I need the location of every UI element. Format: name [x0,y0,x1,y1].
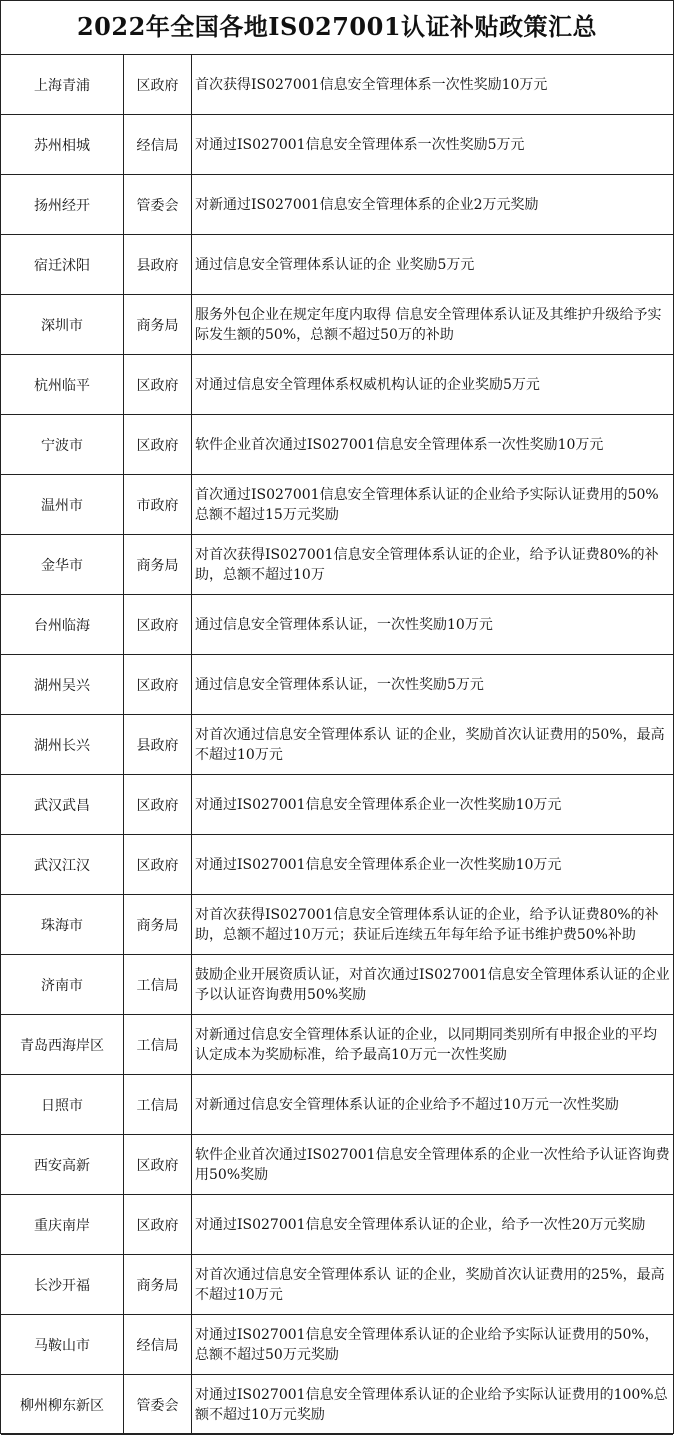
region-cell: 武汉江汉 [1,835,124,895]
policy-cell: 首次通过IS027001信息安全管理体系认证的企业给予实际认证费用的50%总额不超过15万元奖励 [192,475,674,535]
region-cell: 湖州长兴 [1,715,124,775]
department-cell: 区政府 [124,775,192,835]
department-cell: 工信局 [124,1015,192,1075]
department-cell: 工信局 [124,1075,192,1135]
department-cell: 县政府 [124,715,192,775]
department-cell: 区政府 [124,655,192,715]
department-cell: 区政府 [124,415,192,475]
table-row [1,595,673,655]
department-cell: 市政府 [124,475,192,535]
policy-cell: 软件企业首次通过IS027001信息安全管理体系一次性奖励10万元 [192,415,674,475]
region-cell: 湖州吴兴 [1,655,124,715]
region-cell: 金华市 [1,535,124,595]
policy-cell: 对通过信息安全管理体系权威机构认证的企业奖励5万元 [192,355,674,415]
policy-table-body [1,55,673,1435]
region-cell: 宿迁沭阳 [1,235,124,295]
policy-cell: 对通过IS027001信息安全管理体系企业一次性奖励10万元 [192,775,674,835]
policy-cell: 对首次获得IS027001信息安全管理体系认证的企业，给予认证费80%的补助，总额不超过10万元；获证后连续五年每年给予证书维护费50%补助 [192,895,674,955]
region-cell: 台州临海 [1,595,124,655]
department-cell: 区政府 [124,55,192,115]
department-cell: 商务局 [124,535,192,595]
policy-cell: 对通过IS027001信息安全管理体系一次性奖励5万元 [192,115,674,175]
department-cell: 县政府 [124,235,192,295]
table-row [1,175,673,235]
region-cell: 济南市 [1,955,124,1015]
region-cell: 上海青浦 [1,55,124,115]
region-cell: 扬州经开 [1,175,124,235]
policy-cell: 通过信息安全管理体系认证，一次性奖励5万元 [192,655,674,715]
policy-cell: 对通过IS027001信息安全管理体系认证的企业，给予一次性20万元奖励 [192,1195,674,1255]
table-row [1,955,673,1015]
policy-cell: 对通过IS027001信息安全管理体系企业一次性奖励10万元 [192,835,674,895]
department-cell: 商务局 [124,895,192,955]
table-row [1,715,673,775]
region-cell: 青岛西海岸区 [1,1015,124,1075]
table-row [1,895,673,955]
policy-cell: 对通过IS027001信息安全管理体系认证的企业给予实际认证费用的50%，总额不超过50万元奖励 [192,1315,674,1375]
policy-cell: 通过信息安全管理体系认证的企 业奖励5万元 [192,235,674,295]
region-cell: 马鞍山市 [1,1315,124,1375]
region-cell: 柳州柳东新区 [1,1375,124,1435]
policy-cell: 鼓励企业开展资质认证，对首次通过IS027001信息安全管理体系认证的企业予以认证咨询费用50%奖励 [192,955,674,1015]
table-row [1,355,673,415]
policy-cell: 首次获得IS027001信息安全管理体系一次性奖励10万元 [192,55,674,115]
policy-cell: 软件企业首次通过IS027001信息安全管理体系的企业一次性给予认证咨询费用50%奖励 [192,1135,674,1195]
department-cell: 商务局 [124,1255,192,1315]
policy-cell: 服务外包企业在规定年度内取得 信息安全管理体系认证及其维护升级给予实际发生额的50%，总额不超过50万的补助 [192,295,674,355]
department-cell: 区政府 [124,595,192,655]
region-cell: 杭州临平 [1,355,124,415]
table-row [1,415,673,475]
table-row [1,475,673,535]
region-cell: 深圳市 [1,295,124,355]
table-row [1,55,673,115]
region-cell: 珠海市 [1,895,124,955]
table-row [1,295,673,355]
region-cell: 苏州相城 [1,115,124,175]
region-cell: 宁波市 [1,415,124,475]
table-row [1,1195,673,1255]
policy-cell: 对新通过IS027001信息安全管理体系的企业2万元奖励 [192,175,674,235]
region-cell: 长沙开福 [1,1255,124,1315]
policy-cell: 对首次获得IS027001信息安全管理体系认证的企业，给予认证费80%的补助，总额不超过10万 [192,535,674,595]
policy-cell: 通过信息安全管理体系认证，一次性奖励10万元 [192,595,674,655]
department-cell: 经信局 [124,1315,192,1375]
policy-cell: 对新通过信息安全管理体系认证的企业给予不超过10万元一次性奖励 [192,1075,674,1135]
table-row [1,535,673,595]
table-row [1,115,673,175]
table-row [1,775,673,835]
department-cell: 区政府 [124,355,192,415]
policy-table [1,55,673,1435]
table-row [1,1135,673,1195]
region-cell: 武汉武昌 [1,775,124,835]
department-cell: 管委会 [124,175,192,235]
department-cell: 管委会 [124,1375,192,1435]
policy-cell: 对新通过信息安全管理体系认证的企业，以同期同类别所有申报企业的平均认定成本为奖励标准，给予最高10万元一次性奖励 [192,1015,674,1075]
policy-cell: 对首次通过信息安全管理体系认 证的企业，奖励首次认证费用的25%，最高不超过10万元 [192,1255,674,1315]
policy-cell: 对通过IS027001信息安全管理体系认证的企业给予实际认证费用的100%总额不超过10万元奖励 [192,1375,674,1435]
department-cell: 商务局 [124,295,192,355]
table-row [1,1075,673,1135]
department-cell: 区政府 [124,1195,192,1255]
region-cell: 温州市 [1,475,124,535]
policy-cell: 对首次通过信息安全管理体系认 证的企业，奖励首次认证费用的50%，最高不超过10万元 [192,715,674,775]
department-cell: 区政府 [124,1135,192,1195]
region-cell: 重庆南岸 [1,1195,124,1255]
table-row [1,1315,673,1375]
department-cell: 工信局 [124,955,192,1015]
table-row [1,835,673,895]
page-title: 2022年全国各地IS027001认证补贴政策汇总 [1,1,673,55]
table-row [1,1375,673,1435]
region-cell: 西安高新 [1,1135,124,1195]
table-row [1,1255,673,1315]
table-row [1,1015,673,1075]
table-row [1,655,673,715]
table-row [1,235,673,295]
region-cell: 日照市 [1,1075,124,1135]
department-cell: 经信局 [124,115,192,175]
department-cell: 区政府 [124,835,192,895]
